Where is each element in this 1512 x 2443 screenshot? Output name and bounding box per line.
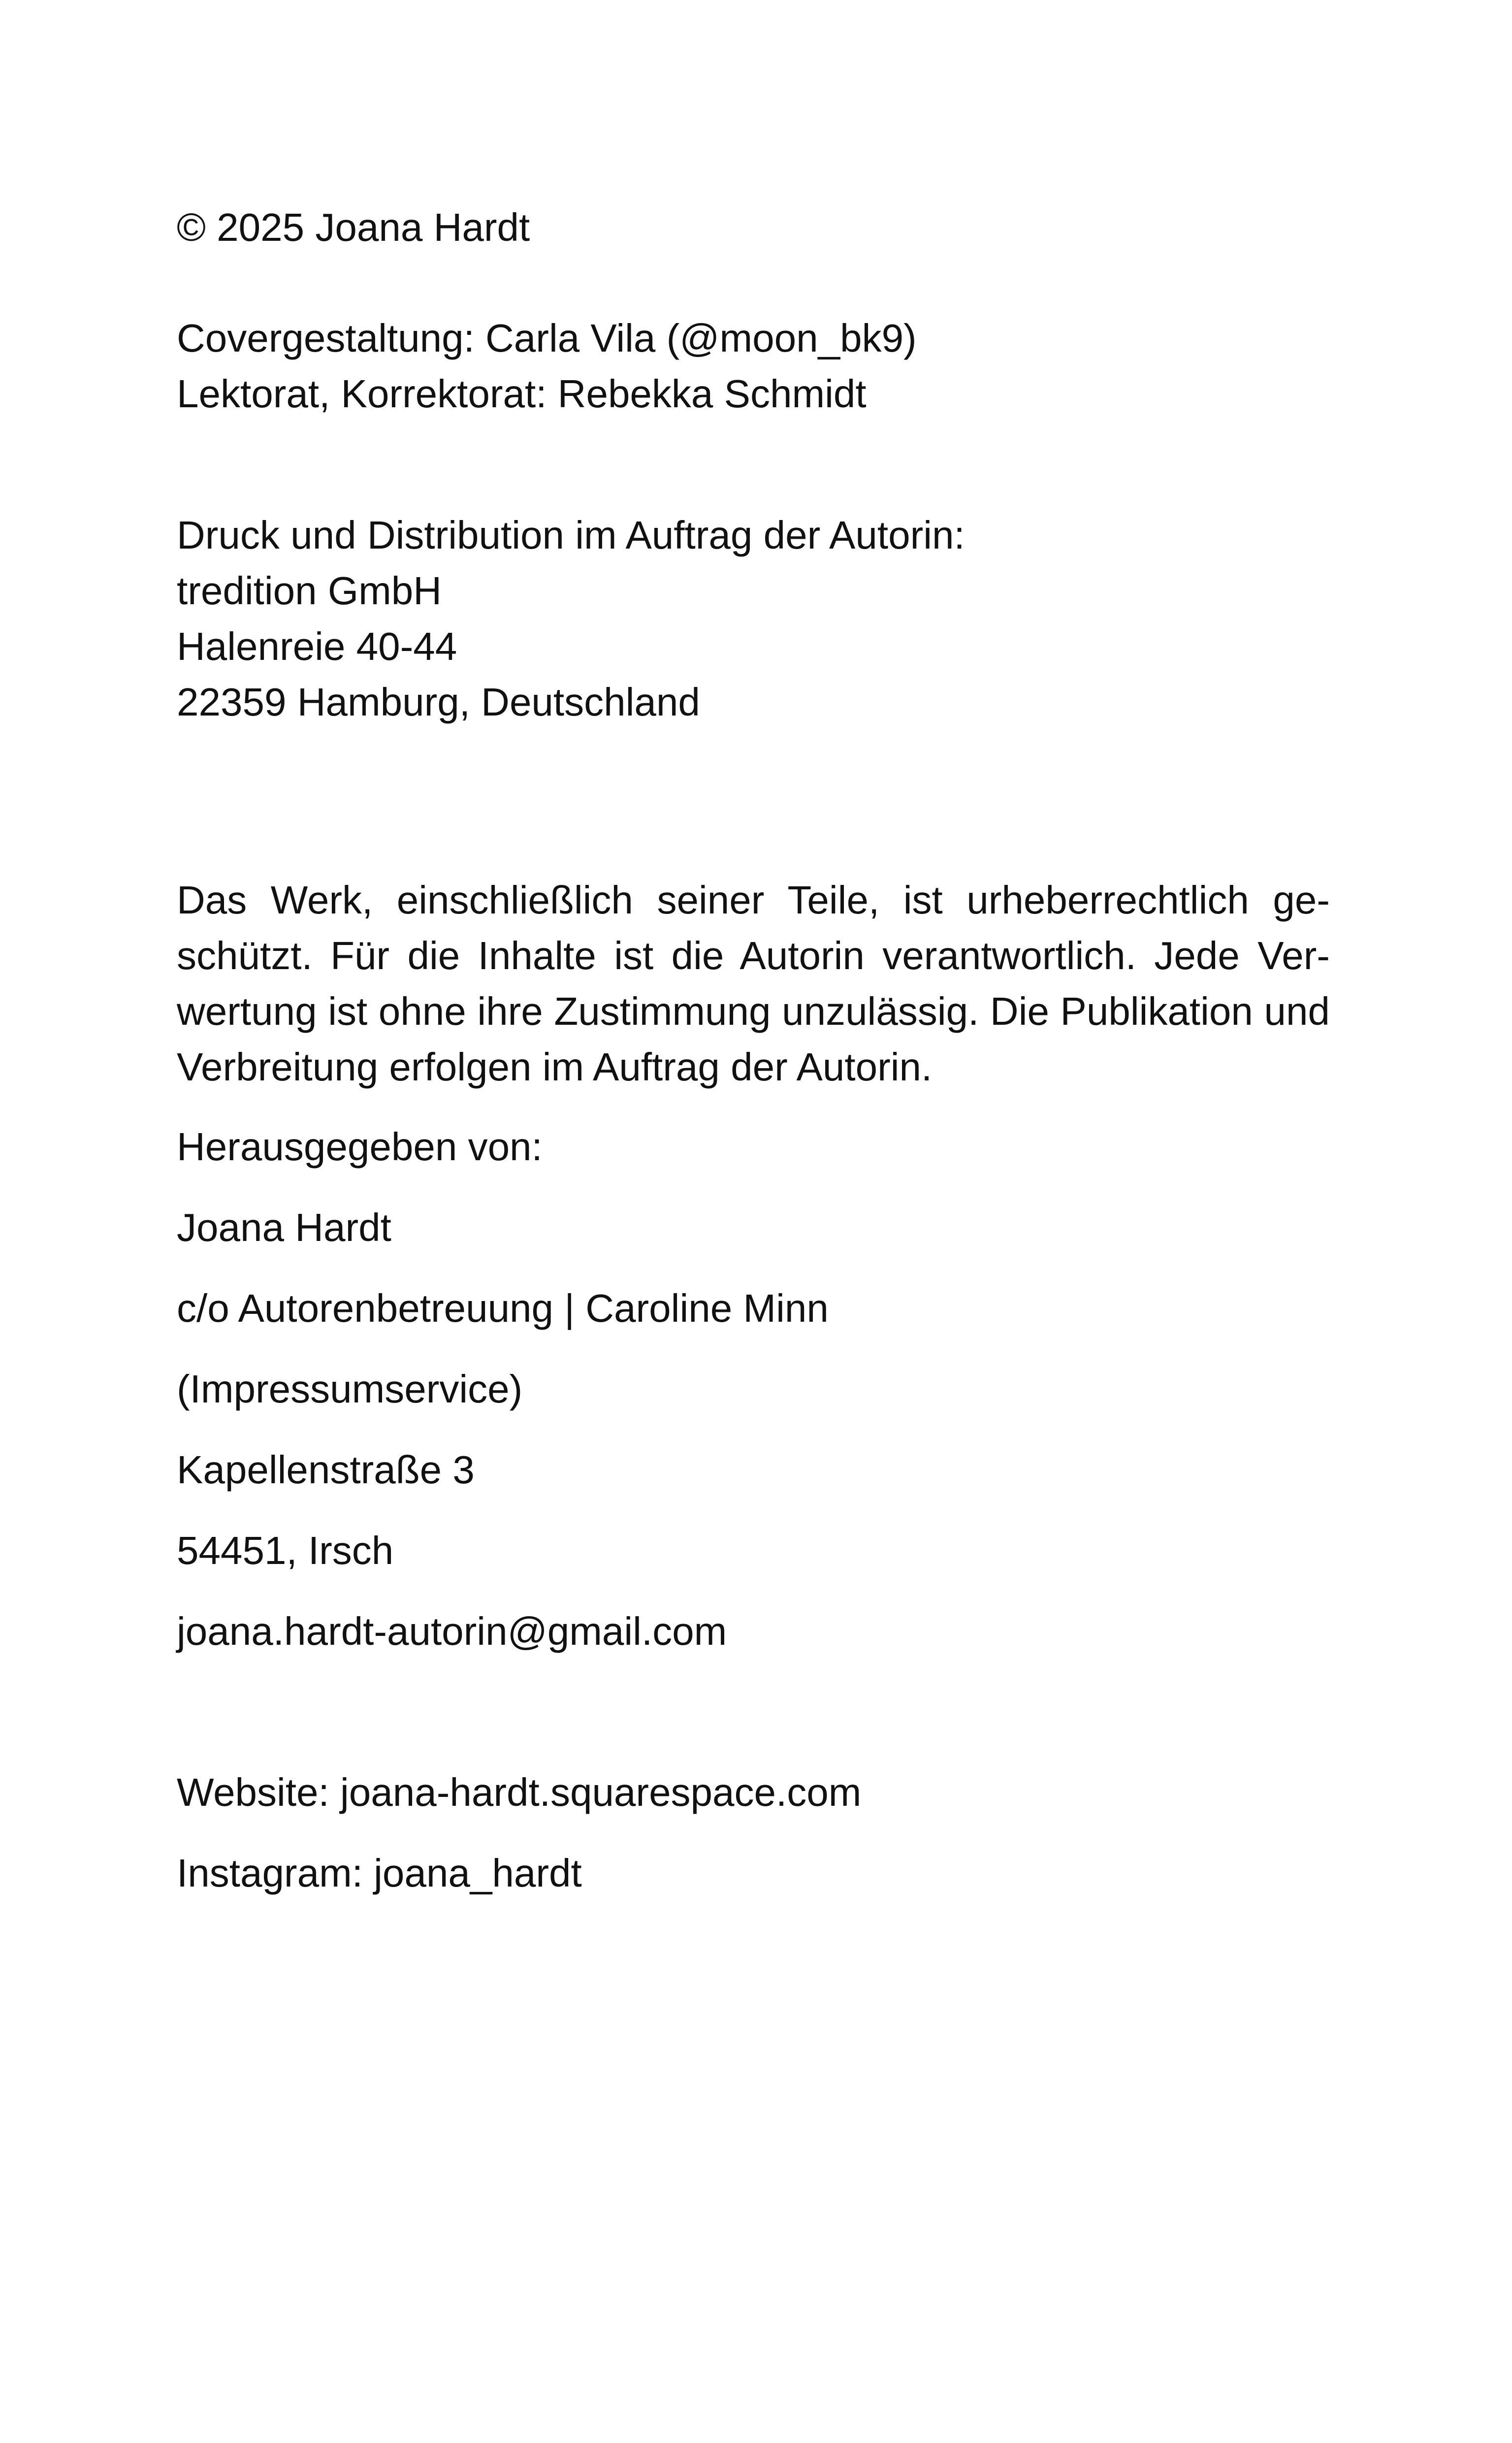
copyright-line: © 2025 Joana Hardt bbox=[177, 205, 530, 249]
publisher-service: (Impressumservice) bbox=[177, 1367, 523, 1411]
editing-credit: Lektorat, Korrektorat: Rebekka Schmidt bbox=[177, 372, 867, 416]
instagram-link[interactable]: Instagram: joana_hardt bbox=[177, 1851, 582, 1895]
publisher-care-of: c/o Autorenbetreuung | Caroline Minn bbox=[177, 1286, 829, 1330]
publisher-name: Joana Hardt bbox=[177, 1205, 391, 1249]
printing-street: Halenreie 40-44 bbox=[177, 624, 457, 668]
publisher-street: Kapellenstraße 3 bbox=[177, 1448, 475, 1492]
cover-credit: Covergestaltung: Carla Vila (@moon_bk9) bbox=[177, 316, 917, 360]
publisher-label: Herausgegeben von: bbox=[177, 1125, 543, 1169]
printing-heading: Druck und Distribution im Auftrag der Autorin: bbox=[177, 513, 965, 557]
publisher-email[interactable]: joana.hardt-autorin@gmail.com bbox=[177, 1609, 727, 1653]
printing-city: 22359 Hamburg, Deutschland bbox=[177, 680, 700, 724]
printing-company: tredition GmbH bbox=[177, 569, 442, 613]
legal-paragraph: Das Werk, einschließlich seiner Teile, ist urheberrechtlich geschützt. Für die Inhalte ist die Autorin verantwortlich. Jede Verwertung ist ohne ihre Zustimmung unzulässig. Die Publikation und Verbreitung erfolgen im Auftrag der Autorin. bbox=[177, 878, 1330, 1089]
website-link[interactable]: Website: joana-hardt.squarespace.com bbox=[177, 1770, 862, 1814]
publisher-city: 54451, Irsch bbox=[177, 1529, 394, 1572]
